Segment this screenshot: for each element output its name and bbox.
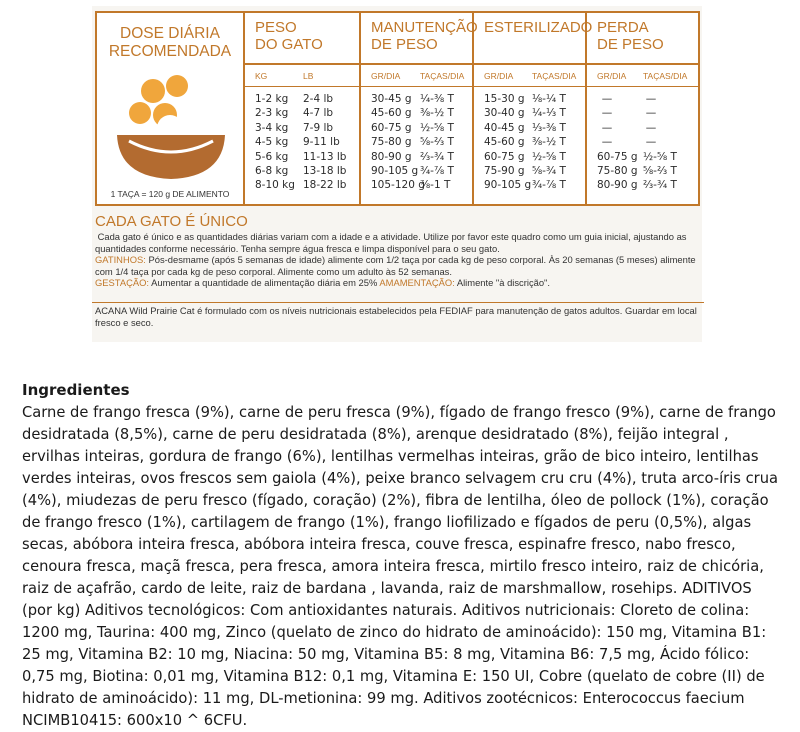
peso-header-line1: PESO (255, 19, 297, 36)
cell: ½-⅝ T (420, 121, 454, 134)
cell: ⅝-¾ T (532, 164, 566, 177)
table-row (484, 164, 585, 178)
cell: ½-⅝ T (532, 150, 566, 163)
cell: 90-105 g (371, 164, 419, 177)
cell: — (645, 107, 657, 120)
manutencao-column (361, 13, 478, 204)
table-row (484, 178, 585, 192)
perda-header-line1: PERDA (597, 19, 649, 36)
food-bowl-illustration (113, 75, 229, 183)
ingredients-text: Carne de frango fresca (9%), carne de peru fresca (9%), fígado de frango fresco (9%), carne de frango desidratada (8,5%), carne de peru desidratada (8%), arenque desidratado (8%), feijão integral , ervilhas inteiras, gordura de frango (6%), lentilhas vermelhas inteiras, grão de bico inteiro, lentilhas verdes inteiras, ovos frescos sem gaiola (4%), peixe branco selvagem cru cru (4%), truta arco-íris crua (4%), miudezas de peru fresco (fígado, coração) (2%), fibra de lentilha, óleo de pollock (1%), coração de frango fresco (1%), cartilagem de frango (1%), frango liofilizado e fígados de peru (0,5%), algas secas, abóbora inteira fresca, abóbora inteira fresca, couve fresca, espinafre fresco, nabo fresco, cenoura fresca, maçã fresca, pera fresca, amora inteira fresca, mirtilo fresco inteiro, raiz de chicória, raiz de açafrão, cardo de leite, raiz de bardana , lavanda, raiz de marshmallow, rosehips. ADITIVOS (por kg) Aditivos tecnológicos: Com antioxidantes naturais. Aditivos nutricionais: Cloreto de colina: 1200 mg, Taurina: 400 mg, Zinco (quelato de zinco do hidrato de aminoácido): 150 mg, Vitamina B1: 25 mg, Vitamina B2: 10 mg, Niacina: 50 mg, Vitamina B5: 8 mg, Vitamina B6: 7,5 mg, Ácido fólico: 0,75 mg, Biotina: 0,01 mg, Vitamina B12: 0,1 mg, Vitamina E: 150 UI, Cobre (quelato de cobre (II) de hidrato de aminoácido): 11 mg, DL-metionina: 99 mg. Aditivos zootécnicos: Enterococcus faecium NCIMB10415: 600x10 ^ 6CFU. (22, 404, 779, 729)
cell: 30-45 g (371, 93, 412, 105)
cell: 18-22 lb (303, 179, 347, 192)
cell: ⅜-½ T (420, 107, 454, 120)
table-row (484, 106, 585, 120)
cell: ⅔-¾ T (643, 179, 677, 192)
cell: ¾-⅞ T (532, 179, 566, 192)
cell: — (645, 93, 657, 105)
perda-subheader (587, 65, 698, 87)
table-row (484, 150, 585, 164)
table-row (371, 121, 472, 135)
table-row (597, 178, 698, 192)
nursing-label: AMAMENTAÇÃO: (379, 277, 455, 288)
cell: — (601, 93, 613, 105)
kibble-icon (129, 102, 151, 124)
feeding-table (95, 11, 700, 206)
kittens-text: Pós-desmame (após 5 semanas de idade) alimente com 1/2 taça por cada kg de peso corporal. Às 20 semanas (5 meses) alimente com 1/4 taça por cada kg de peso corporal. Alimente como um adulto às 52 semanas. (95, 254, 696, 277)
sub-tacasdia: TAÇAS/DIA (420, 70, 465, 81)
table-row (597, 135, 698, 149)
cell: ¼-⅓ T (532, 107, 566, 120)
cell: 45-60 g (484, 136, 525, 149)
perda-header-line2: DE PESO (597, 36, 664, 53)
cell: — (601, 121, 613, 134)
table-row (597, 164, 698, 178)
cell: ¼-⅜ T (420, 93, 454, 105)
cell: — (601, 136, 613, 149)
cell: 80-90 g (597, 179, 638, 192)
gestation-label: GESTAÇÃO: (95, 277, 150, 288)
cell: 45-60 g (371, 107, 412, 120)
cell: ⅞-1 T (420, 179, 451, 192)
cell: 13-18 lb (303, 164, 347, 177)
unique-intro (95, 231, 705, 254)
divider (92, 302, 704, 303)
cell: ⅝-⅔ T (643, 164, 677, 177)
unique-text: Cada gato é único e as quantidades diárias variam com a idade e a atividade. Utilize por favor este quadro como um guia inicial, ajustando as quantidades conforme necessário. Tenha sempre água fresca e limpa disponível para o seu gato. (95, 231, 687, 254)
cell: ⅜-½ T (532, 136, 566, 149)
kittens-note (95, 254, 705, 277)
cell: ¾-⅞ T (420, 164, 454, 177)
gestation-note (95, 277, 705, 289)
table-row (255, 135, 359, 149)
sub-grdia: GR/DIA (484, 70, 514, 81)
nursing-text: Alimente "à discrição". (456, 277, 550, 288)
table-row (597, 150, 698, 164)
cell: 4-7 lb (303, 107, 334, 120)
cell: ⅔-¾ T (420, 150, 454, 163)
cell: 60-75 g (597, 150, 638, 163)
manutencao-rows (361, 87, 472, 193)
peso-rows (245, 87, 359, 193)
cell: ⅓-⅜ T (532, 121, 566, 134)
table-row (371, 178, 472, 192)
table-row (484, 135, 585, 149)
peso-header-line2: DO GATO (255, 36, 323, 53)
cell: — (645, 136, 657, 149)
cell: 15-30 g (484, 93, 525, 105)
table-row (371, 106, 472, 120)
esterilizado-header-line1: ESTERILIZADO (484, 19, 593, 36)
cell: 75-80 g (597, 164, 638, 177)
table-row (371, 92, 472, 106)
cell: 8-10 kg (255, 179, 295, 192)
cell: 75-90 g (484, 164, 525, 177)
sub-tacasdia: TAÇAS/DIA (643, 70, 688, 81)
esterilizado-rows (474, 87, 585, 193)
table-row (371, 164, 472, 178)
cell: 3-4 kg (255, 121, 289, 134)
table-row (484, 121, 585, 135)
cell: 4-5 kg (255, 136, 289, 149)
peso-header (245, 13, 359, 65)
manutencao-header-line1: MANUTENÇÃO (371, 19, 478, 36)
esterilizado-header (474, 13, 593, 65)
cell: 2-3 kg (255, 107, 289, 120)
cell: 90-105 g (484, 179, 532, 192)
cell: 60-75 g (484, 150, 525, 163)
peso-subheader (245, 65, 359, 87)
cell: — (645, 121, 657, 134)
cell: 2-4 lb (303, 93, 334, 105)
acana-note: ACANA Wild Prairie Cat é formulado com os níveis nutricionais estabelecidos pela FEDIAF para manutenção de gatos adultos. Guardar em local fresco e seco. (95, 305, 697, 328)
cell: 5-6 kg (255, 150, 289, 163)
cell: 11-13 lb (303, 150, 347, 163)
perda-header (587, 13, 698, 65)
cell: — (601, 107, 613, 120)
dose-title-line1: DOSE DIÁRIA (120, 25, 220, 42)
table-row (255, 92, 359, 106)
sub-lb: LB (303, 70, 314, 81)
table-row (597, 121, 698, 135)
unique-title: CADA GATO É ÚNICO (95, 213, 248, 230)
ingredients-heading: Ingredientes (22, 381, 130, 399)
table-row (255, 164, 359, 178)
manutencao-header-line2: DE PESO (371, 36, 438, 53)
gestation-text: Aumentar a quantidade de alimentação diária em 25% (151, 277, 378, 288)
table-row (255, 150, 359, 164)
sub-tacasdia: TAÇAS/DIA (532, 70, 577, 81)
cup-footnote: 1 TAÇA = 120 g DE ALIMENTO (110, 189, 230, 199)
dose-title (97, 25, 243, 61)
table-row (597, 92, 698, 106)
table-row (255, 178, 359, 192)
kittens-label: GATINHOS: (95, 254, 146, 265)
cell: 7-9 lb (303, 121, 334, 134)
esterilizado-subheader (474, 65, 585, 87)
ingredients-section (22, 380, 782, 732)
sub-grdia: GR/DIA (597, 70, 627, 81)
dose-column (97, 13, 245, 204)
peso-column (245, 13, 361, 204)
cell: 80-90 g (371, 150, 412, 163)
cell: 9-11 lb (303, 136, 340, 149)
unique-cat-section (95, 213, 705, 289)
cell: 6-8 kg (255, 164, 289, 177)
cell: ½-⅝ T (643, 150, 677, 163)
kibble-icon (141, 79, 165, 103)
table-row (371, 150, 472, 164)
cell: ⅛-¼ T (532, 93, 566, 105)
cell: 75-80 g (371, 136, 412, 149)
table-row (484, 92, 585, 106)
sub-kg: KG (255, 70, 268, 81)
sub-grdia: GR/DIA (371, 70, 401, 81)
cell: 105-120 g (371, 179, 425, 192)
table-row (255, 121, 359, 135)
cell: 60-75 g (371, 121, 412, 134)
kibble-icon (166, 75, 188, 97)
esterilizado-column (474, 13, 593, 204)
perda-rows (587, 87, 698, 193)
cell: ⅝-⅔ T (420, 136, 454, 149)
perda-column (587, 13, 698, 204)
table-row (597, 106, 698, 120)
table-row (371, 135, 472, 149)
table-row (255, 106, 359, 120)
manutencao-subheader (361, 65, 472, 87)
cell: 1-2 kg (255, 93, 289, 105)
dose-title-line2: RECOMENDADA (108, 43, 232, 60)
cell: 40-45 g (484, 121, 525, 134)
manutencao-header (361, 13, 478, 65)
cell: 30-40 g (484, 107, 525, 120)
